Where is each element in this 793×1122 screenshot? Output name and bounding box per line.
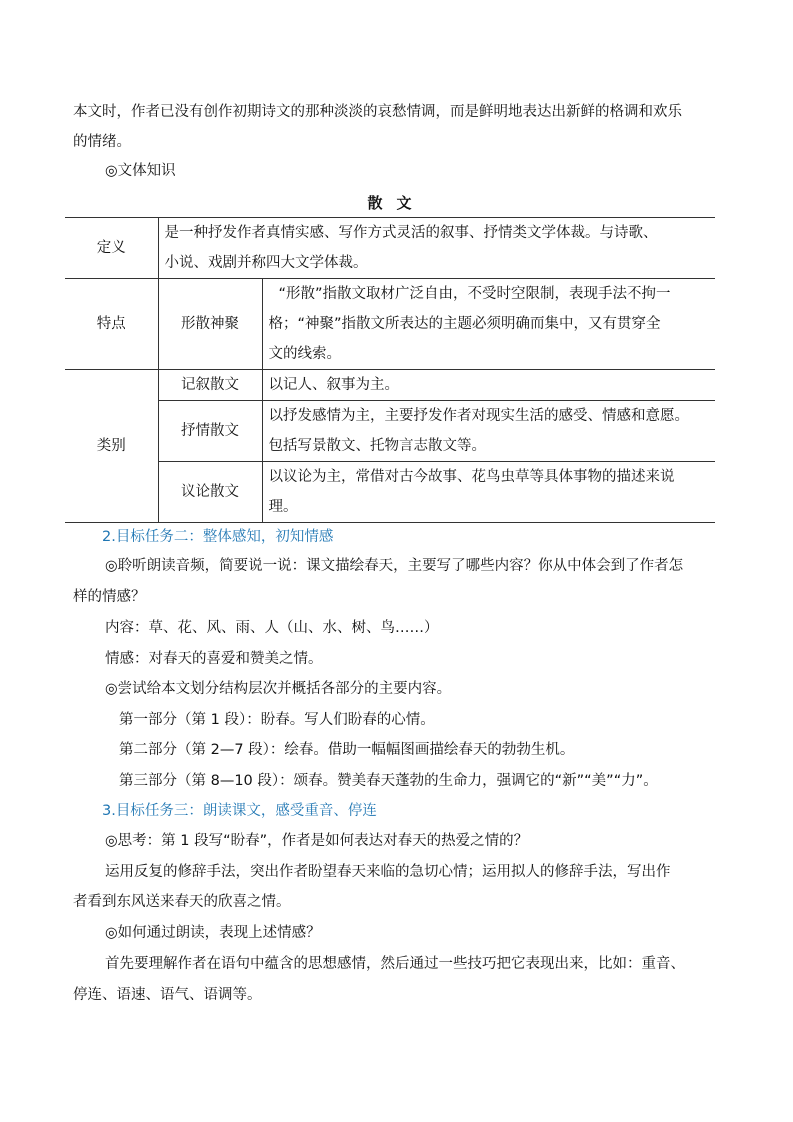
task3-answer-2-line-1: 首先要理解作者在语句中蕴含的思想感情，然后通过一些技巧把它表现出来，比如：重音、 — [105, 956, 685, 972]
category-sub-2: 议论散文 — [158, 462, 262, 523]
task2-question-2: ◎尝试给本文划分结构层次并概括各部分的主要内容。 — [105, 681, 452, 697]
table-row-category-argument — [65, 462, 715, 523]
table-row-definition — [65, 218, 715, 279]
category-text-0-line-1: 以记人、叙事为主。 — [268, 377, 399, 393]
feature-text — [262, 279, 715, 370]
category-text-0 — [262, 370, 715, 401]
task2-part-2: 第二部分（第 2—7 段）：绘春。借助一幅幅图画描绘春天的勃勃生机。 — [119, 742, 575, 758]
definition-text-line-2: 小说、戏剧并称四大文学体裁。 — [164, 255, 368, 271]
intro-line-2: 的情绪。 — [73, 134, 131, 150]
task2-part-1: 第一部分（第 1 段）：盼春。写人们盼春的心情。 — [119, 712, 435, 728]
table-title: 散文 — [367, 194, 426, 212]
category-text-2 — [262, 462, 715, 523]
task2-part-3: 第三部分（第 8—10 段）：颂春。赞美春天蓬勃的生命力，强调它的“新”“美”“力”。 — [119, 773, 658, 789]
task2-question-1-line-2: 样的情感？ — [73, 589, 146, 605]
intro-line-1: 本文时，作者已没有创作初期诗文的那种淡淡的哀愁情调，而是鲜明地表达出新鲜的格调和欢乐 — [73, 104, 682, 120]
category-sub-0: 记叙散文 — [158, 370, 262, 401]
task2-question-1-line-1: ◎聆听朗读音频，简要说一说：课文描绘春天，主要写了哪些内容？你从中体会到了作者怎 — [105, 558, 684, 574]
table-row-category-lyric — [65, 401, 715, 462]
task3-answer-1-line-1: 运用反复的修辞手法，突出作者盼望春天来临的急切心情；运用拟人的修辞手法，写出作 — [105, 864, 671, 880]
feature-sub: 形散神聚 — [158, 279, 262, 370]
prose-table — [65, 217, 715, 523]
table-row-category-narrative — [65, 370, 715, 401]
definition-text — [158, 218, 715, 279]
category-sub-1: 抒情散文 — [158, 401, 262, 462]
definition-text-line-1: 是一种抒发作者真情实感、写作方式灵活的叙事、抒情类文学体裁。与诗歌、 — [164, 225, 658, 241]
task2-emotion: 情感：对春天的喜爱和赞美之情。 — [105, 651, 323, 667]
feature-label: 特点 — [65, 279, 158, 370]
category-text-1 — [262, 401, 715, 462]
task3-answer-2-line-2: 停连、语速、语气、语调等。 — [73, 987, 262, 1003]
feature-text-line-2: 格；“神聚”指散文所表达的主题必须明确而集中，又有贯穿全 — [268, 316, 661, 332]
task3-answer-1-line-2: 者看到东风送来春天的欣喜之情。 — [73, 894, 291, 910]
feature-text-line-1: “形散”指散文取材广泛自由，不受时空限制，表现手法不拘一 — [278, 286, 671, 302]
task2-heading: 2.目标任务二：整体感知，初知情感 — [102, 529, 334, 545]
category-text-2-line-1: 以议论为主，常借对古今故事、花鸟虫草等具体事物的描述来说 — [268, 469, 675, 485]
knowledge-heading: ◎文体知识 — [105, 163, 176, 179]
feature-text-line-3: 文的线索。 — [268, 346, 341, 362]
category-text-1-line-2: 包括写景散文、托物言志散文等。 — [268, 438, 486, 454]
definition-label: 定义 — [65, 218, 158, 279]
category-label: 类别 — [65, 370, 158, 523]
category-text-1-line-1: 以抒发感情为主，主要抒发作者对现实生活的感受、情感和意愿。 — [268, 408, 689, 424]
table-row-feature — [65, 279, 715, 370]
task3-heading: 3.目标任务三：朗读课文，感受重音、停连 — [102, 803, 377, 819]
task2-content: 内容：草、花、风、雨、人（山、水、树、鸟……） — [105, 620, 439, 636]
category-text-2-line-2: 理。 — [268, 499, 298, 515]
task3-question-2: ◎如何通过朗读，表现上述情感？ — [105, 925, 321, 941]
task3-question-1: ◎思考：第 1 段写“盼春”，作者是如何表达对春天的热爱之情的？ — [105, 833, 529, 849]
